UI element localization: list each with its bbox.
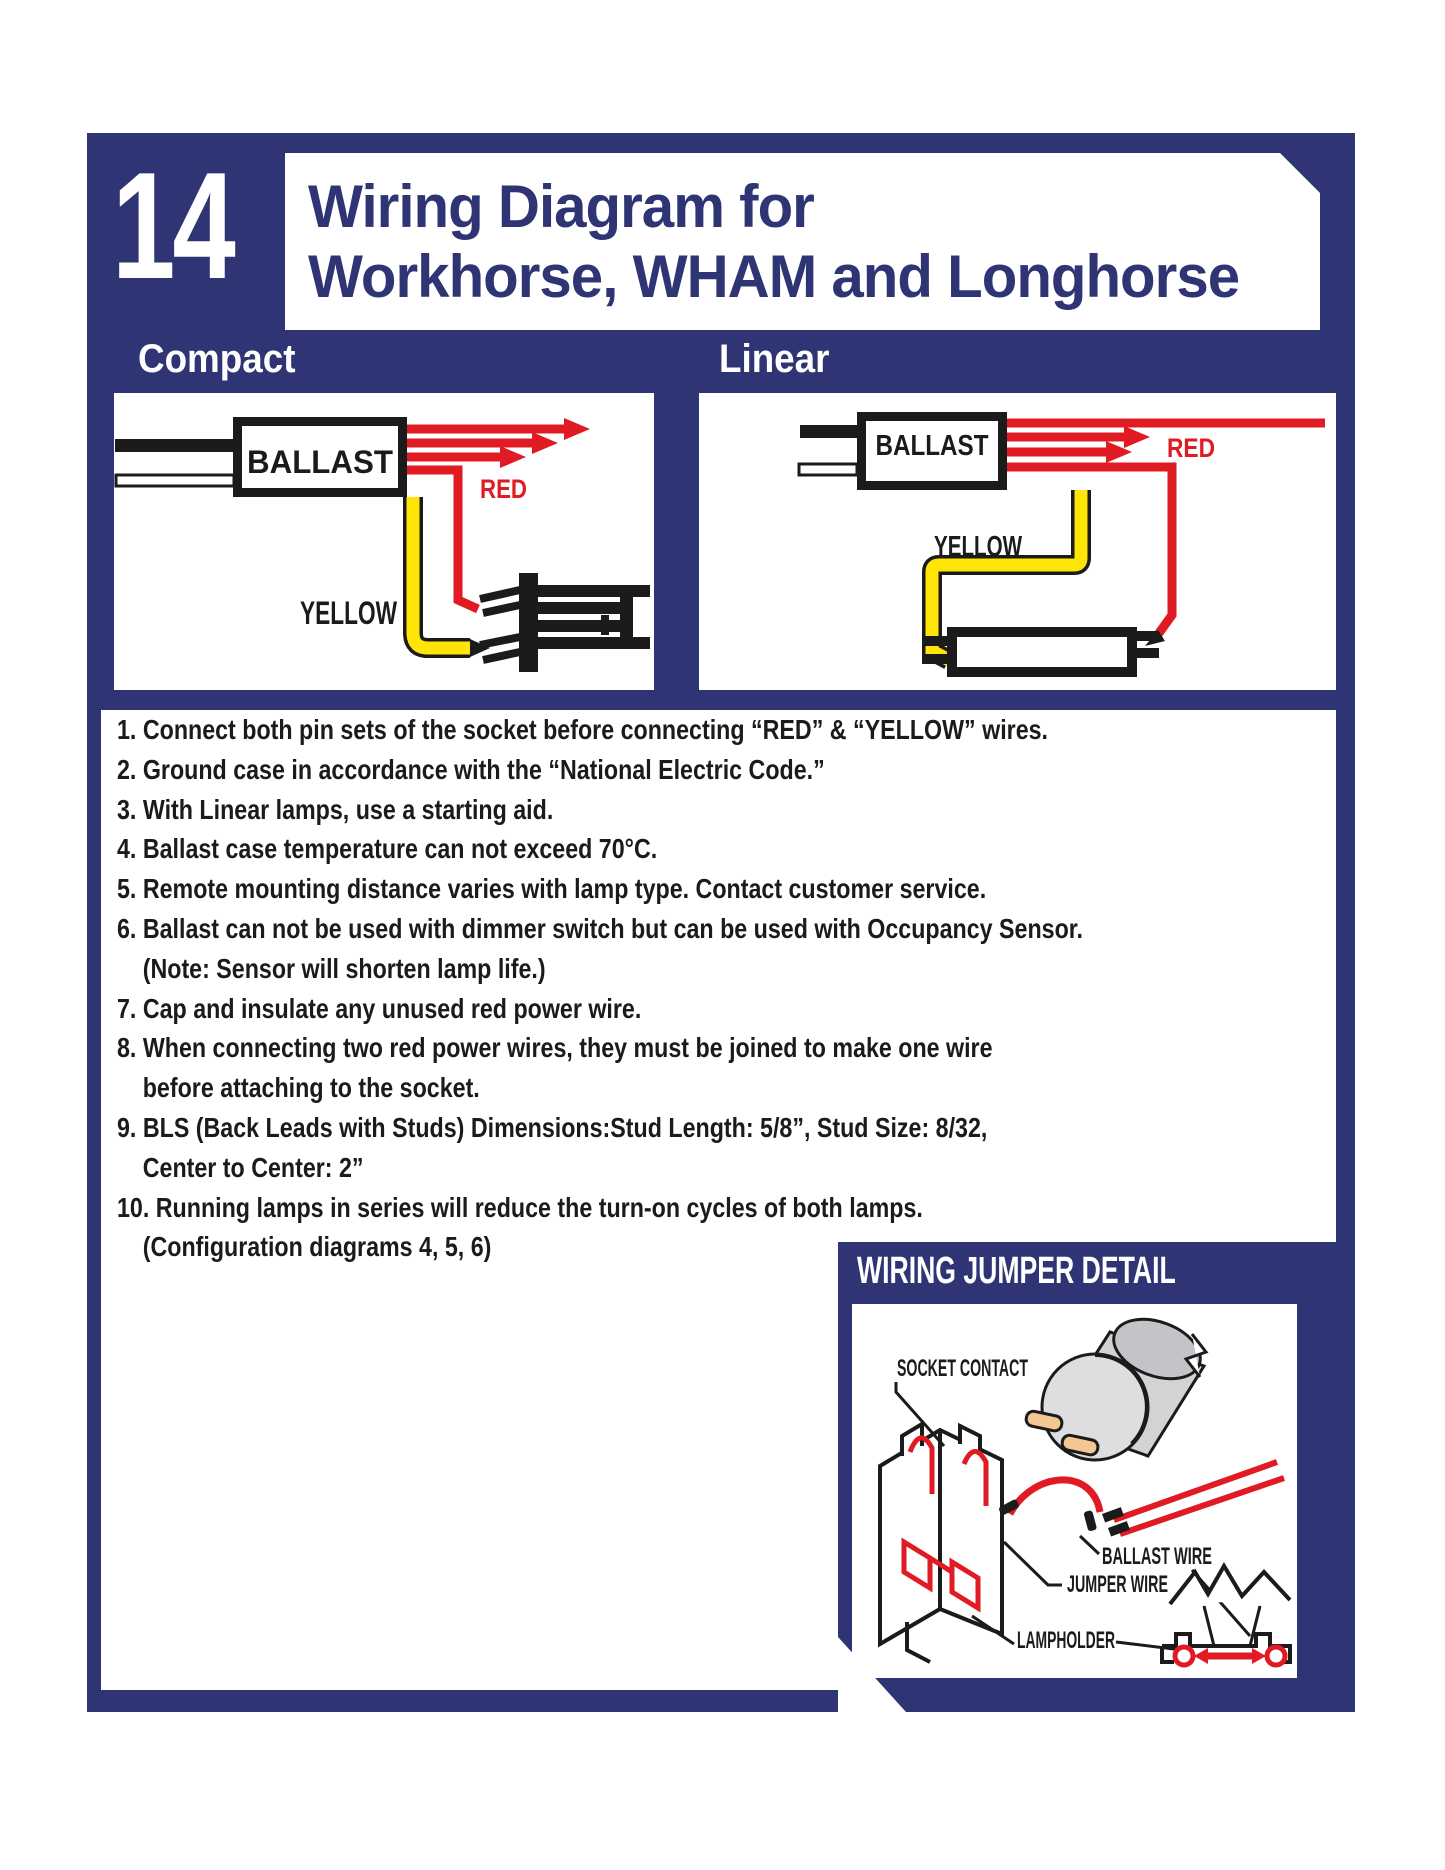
compact-section-label: Compact <box>138 337 296 381</box>
page-title <box>308 172 1239 312</box>
jumper-wire-label: JUMPER WIRE <box>1067 1571 1168 1598</box>
wiring-jumper-detail-title: WIRING JUMPER DETAIL <box>857 1250 1176 1292</box>
input-wire-black <box>115 439 234 452</box>
linear-diagram-panel <box>699 393 1336 690</box>
linear-lamp <box>922 631 1159 672</box>
lamp-end-illustration <box>1025 1308 1209 1460</box>
red-arrowheads <box>1106 426 1150 463</box>
instruction-line: Center to Center: 2” <box>142 1151 364 1183</box>
yellow-wire-label: YELLOW <box>934 531 1023 563</box>
input-wire-black <box>800 425 857 438</box>
linear-section-label: Linear <box>719 337 830 381</box>
instruction-line: 6. Ballast can not be used with dimmer switch but can be used with Occupancy Sensor. <box>117 912 1083 944</box>
red-output-wires <box>1007 423 1325 452</box>
ballast-wires-illustration <box>1102 1462 1284 1536</box>
compact-diagram-panel <box>114 393 654 690</box>
yellow-wire-label: YELLOW <box>300 595 398 631</box>
wiring-jumper-detail-box <box>838 1242 1355 1712</box>
instruction-line: 10. Running lamps in series will reduce the turn-on cycles of both lamps. <box>117 1191 923 1223</box>
instruction-line: 4. Ballast case temperature can not exceed 70°C. <box>117 833 658 865</box>
input-wire-white <box>116 475 234 486</box>
instruction-line: 7. Cap and insulate any unused red power wire. <box>117 992 642 1024</box>
instruction-line: (Configuration diagrams 4, 5, 6) <box>142 1231 492 1263</box>
instruction-list <box>117 710 1362 1267</box>
instruction-line: 3. With Linear lamps, use a starting aid. <box>117 793 554 825</box>
jumper-detail-illustration <box>852 1304 1297 1678</box>
linear-wiring-diagram <box>699 393 1336 690</box>
instruction-line: 8. When connecting two red power wires, they must be joined to make one wire <box>117 1032 993 1064</box>
socket-contact-label: SOCKET CONTACT <box>897 1355 1029 1382</box>
instruction-line: 1. Connect both pin sets of the socket before connecting “RED” & “YELLOW” wires. <box>117 714 1049 745</box>
lampholder-endview-illustration <box>1162 1566 1290 1665</box>
compact-wiring-diagram <box>114 393 654 690</box>
ballast-wire-label: BALLAST WIRE <box>1102 1543 1212 1570</box>
page-number: 14 <box>112 141 233 311</box>
page-title-line1: Wiring Diagram for <box>308 173 814 240</box>
instruction-line: 2. Ground case in accordance with the “National Electric Code.” <box>117 753 825 785</box>
lampholder-label: LAMPHOLDER <box>1017 1627 1115 1654</box>
ballast-label: BALLAST <box>247 444 394 480</box>
ballast-label: BALLAST <box>875 430 989 462</box>
wiring-jumper-detail-content <box>852 1304 1297 1678</box>
input-wire-white <box>799 464 857 475</box>
jumper-wire-illustration <box>998 1480 1100 1532</box>
instruction-line: before attaching to the socket. <box>142 1072 480 1104</box>
red-wire-label: RED <box>1167 433 1215 463</box>
instruction-line: 9. BLS (Back Leads with Studs) Dimensions:Stud Length: 5/8”, Stud Size: 8/32, <box>117 1111 988 1143</box>
instruction-line: 5. Remote mounting distance varies with lamp type. Contact customer service. <box>117 873 987 905</box>
instruction-line: (Note: Sensor will shorten lamp life.) <box>142 952 546 984</box>
compact-socket <box>480 573 650 672</box>
red-wire-label: RED <box>480 474 527 504</box>
page-title-line2: Workhorse, WHAM and Longhorse <box>308 243 1240 310</box>
